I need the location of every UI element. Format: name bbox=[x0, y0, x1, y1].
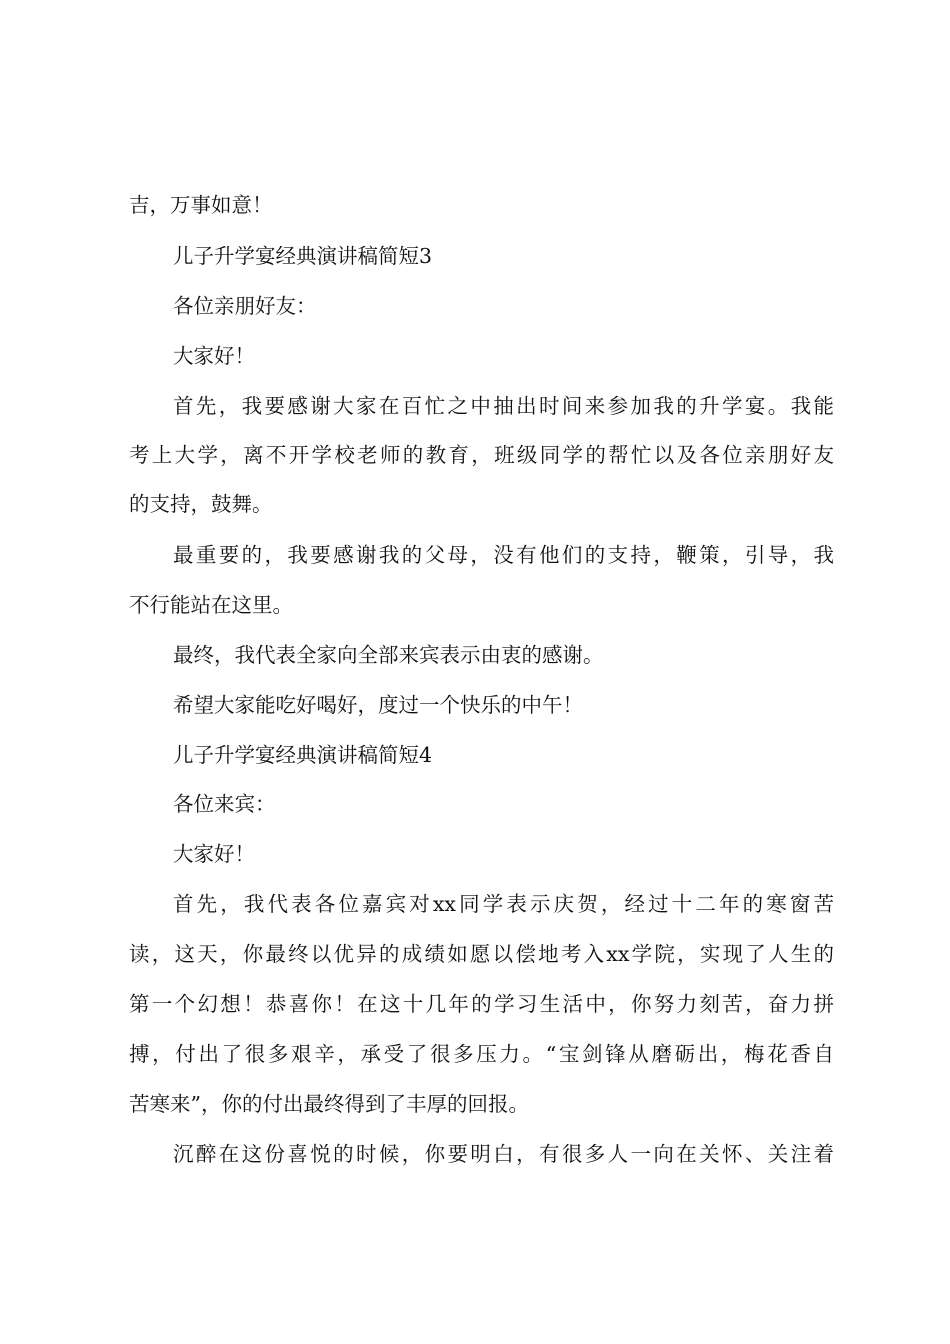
paragraph-line: 不行能站在这里。 bbox=[129, 593, 293, 617]
paragraph-line: 苦寒来”，你的付出最终得到了丰厚的回报。 bbox=[129, 1092, 529, 1116]
paragraph-line: 沉醉在这份喜悦的时候，你要明白，有很多人一向在关怀、关注着 bbox=[173, 1142, 834, 1166]
section-heading: 儿子升学宴经典演讲稿简短3 bbox=[173, 244, 433, 268]
greeting: 大家好！ bbox=[173, 344, 255, 368]
greeting: 大家好！ bbox=[173, 842, 255, 866]
section-heading: 儿子升学宴经典演讲稿简短4 bbox=[173, 743, 433, 767]
paragraph-line: 首先，我要感谢大家在百忙之中抽出时间来参加我的升学宴。我能 bbox=[173, 394, 834, 418]
salutation: 各位亲朋好友： bbox=[173, 294, 317, 318]
paragraph-line: 希望大家能吃好喝好，度过一个快乐的中午！ bbox=[173, 693, 583, 717]
salutation: 各位来宾： bbox=[173, 792, 276, 816]
paragraph-line: 读，这天，你最终以优异的成绩如愿以偿地考入xx学院，实现了人生的 bbox=[129, 942, 834, 966]
paragraph-line: 搏，付出了很多艰辛，承受了很多压力。“宝剑锋从磨砺出，梅花香自 bbox=[129, 1042, 834, 1066]
paragraph-line: 最重要的，我要感谢我的父母，没有他们的支持，鞭策，引导，我 bbox=[173, 543, 834, 567]
paragraph-line: 考上大学，离不开学校老师的教育，班级同学的帮忙以及各位亲朋好友 bbox=[129, 443, 834, 467]
paragraph-line: 吉，万事如意！ bbox=[129, 193, 273, 217]
paragraph-line: 首先，我代表各位嘉宾对xx同学表示庆贺，经过十二年的寒窗苦 bbox=[173, 892, 834, 916]
paragraph-line: 的支持，鼓舞。 bbox=[129, 492, 273, 516]
paragraph-line: 最终，我代表全家向全部来宾表示由衷的感谢。 bbox=[173, 643, 604, 667]
paragraph-line: 第一个幻想！恭喜你！在这十几年的学习生活中，你努力刻苦，奋力拼 bbox=[129, 992, 834, 1016]
